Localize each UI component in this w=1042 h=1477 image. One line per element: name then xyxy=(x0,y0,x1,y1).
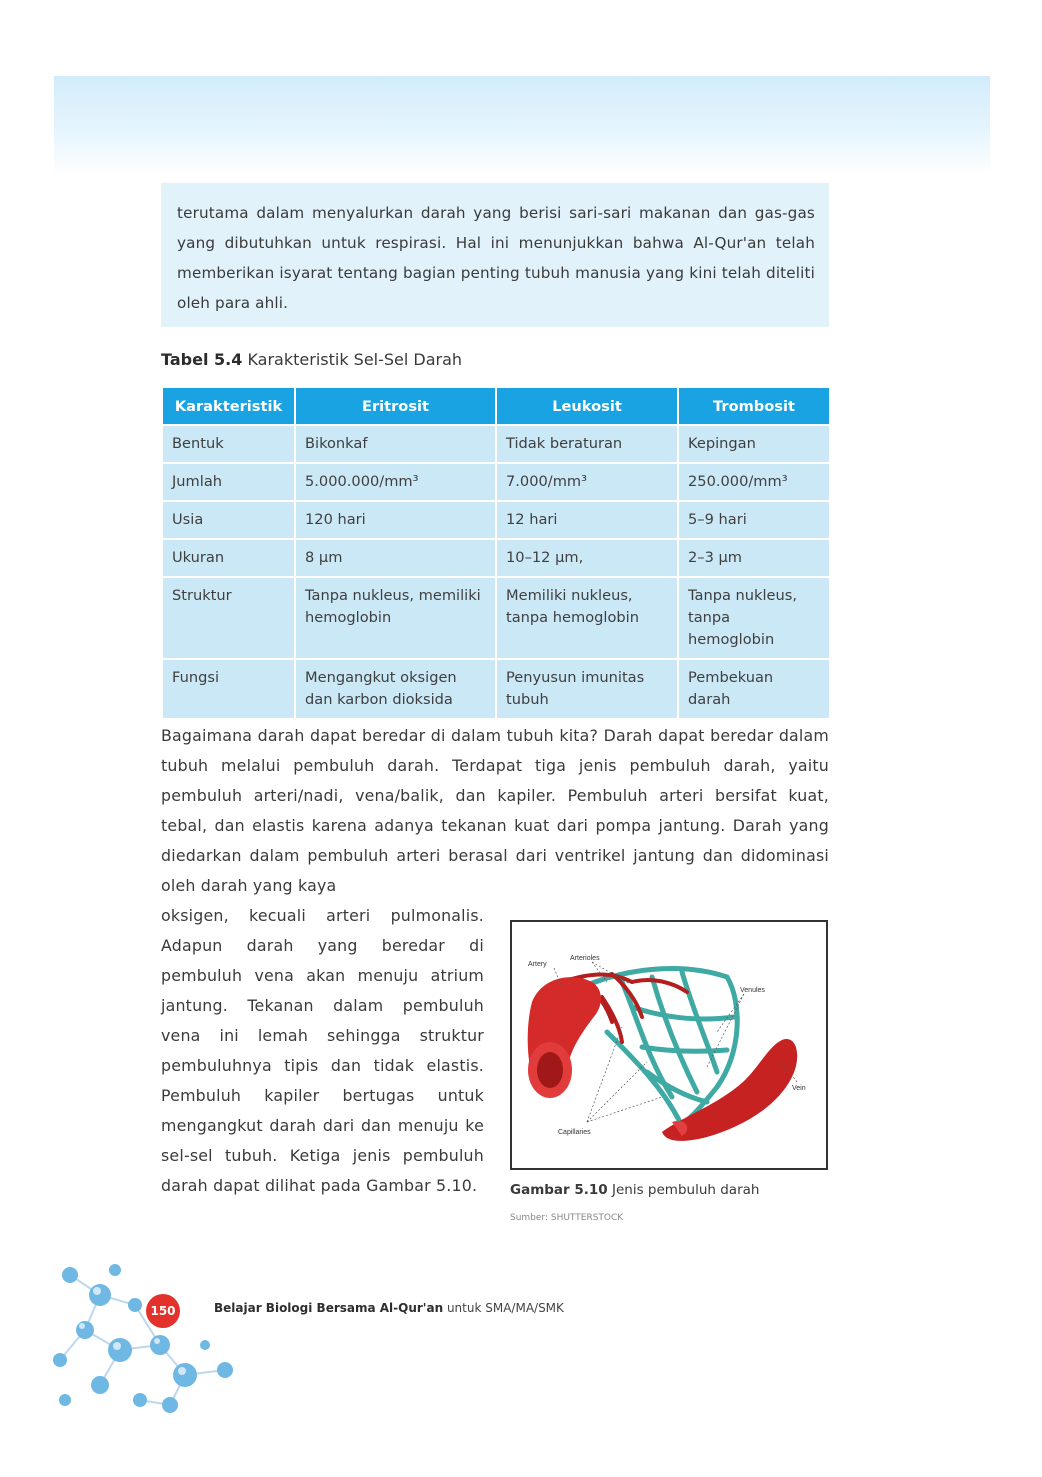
body-column-paragraph: oksigen, kecuali arteri pulmonalis. Adapun darah yang beredar di pembuluh vena akan menuju atrium jantung. Tekanan dalam pembuluh vena ini lemah sehingga struktur pembuluhnya tipis dan tidak elastis. Pembuluh kapiler bertugas untuk mengangkut darah dari dan menuju ke sel-sel tubuh. Ketiga jenis pembuluh darah dapat dilihat pada Gambar 5.10. xyxy=(161,906,484,1195)
label-arterioles: Arterioles xyxy=(570,955,600,962)
label-capillaries: Capillaries xyxy=(558,1129,591,1136)
table-cell: Usia xyxy=(162,501,295,539)
header-band xyxy=(54,76,990,176)
table-cell: Jumlah xyxy=(162,463,295,501)
table-header-row xyxy=(162,387,830,425)
page-number-badge: 150 xyxy=(146,1294,180,1328)
table-row xyxy=(162,463,830,501)
figure-source: Sumber: SHUTTERSTOCK xyxy=(510,1213,624,1223)
table-cell: Memiliki nukleus, tanpa hemoglobin xyxy=(496,577,678,659)
table-row xyxy=(162,577,830,659)
figure-caption xyxy=(510,1182,759,1198)
table-cell: 250.000/mm³ xyxy=(678,463,830,501)
artery-lumen xyxy=(537,1052,563,1088)
table-cell: Fungsi xyxy=(162,659,295,719)
table-cell: Bentuk xyxy=(162,425,295,463)
table-cell: 2–3 µm xyxy=(678,539,830,577)
table-row xyxy=(162,539,830,577)
footer-book-title xyxy=(214,1301,564,1315)
table-header-cell: Karakteristik xyxy=(162,387,295,425)
body-paragraph: Bagaimana darah dapat beredar di dalam tubuh kita? Darah dapat beredar dalam tubuh melalui pembuluh darah. Terdapat tiga jenis pembuluh darah, yaitu pembuluh arteri/nadi, vena/balik, dan kapiler. Pembuluh arteri bersifat kuat, tebal, dan elastis karena adanya tekanan kuat dari pompa jantung. Darah yang diedarkan dalam pembuluh arteri berasal dari ventrikel jantung dan didominasi oleh darah yang kaya xyxy=(161,726,829,895)
molecule-decoration xyxy=(40,1250,250,1420)
table-row xyxy=(162,501,830,539)
blood-vessel-illustration xyxy=(512,922,826,1168)
table-cell: Tanpa nukleus, tanpa hemoglobin xyxy=(678,577,830,659)
table-caption xyxy=(161,350,462,369)
table-cell: Tidak beraturan xyxy=(496,425,678,463)
table-cell: 5–9 hari xyxy=(678,501,830,539)
table-cell: Tanpa nukleus, memiliki hemoglobin xyxy=(295,577,496,659)
table-header-cell: Leukosit xyxy=(496,387,678,425)
table-header-cell: Trombosit xyxy=(678,387,830,425)
table-cell: Mengangkut oksigen dan karbon dioksida xyxy=(295,659,496,719)
intro-text: terutama dalam menyalurkan darah yang berisi sari-sari makanan dan gas-gas yang dibutuhkan untuk respirasi. Hal ini menunjukkan bahwa Al-Qur'an telah memberikan isyarat tentang bagian penting tubuh manusia yang kini telah diteliti oleh para ahli. xyxy=(177,204,815,312)
footer-suffix: untuk SMA/MA/SMK xyxy=(446,1301,564,1315)
label-venules: Venules xyxy=(740,987,765,994)
table-cell: 120 hari xyxy=(295,501,496,539)
table-row xyxy=(162,659,830,719)
table-caption-label: Tabel 5.4 xyxy=(161,350,243,369)
table-cell: Struktur xyxy=(162,577,295,659)
table-cell: 12 hari xyxy=(496,501,678,539)
molecule-bonds xyxy=(60,1275,225,1405)
blood-vessel-figure xyxy=(510,920,828,1170)
table-header-cell: Eritrosit xyxy=(295,387,496,425)
blood-cell-table xyxy=(161,386,831,720)
table-cell: Pembekuan darah xyxy=(678,659,830,719)
table-cell: 7.000/mm³ xyxy=(496,463,678,501)
table-cell: Ukuran xyxy=(162,539,295,577)
table-row xyxy=(162,425,830,463)
table-caption-text: Karakteristik Sel-Sel Darah xyxy=(247,350,463,369)
label-vein: Vein xyxy=(792,1085,806,1092)
table-cell: 8 µm xyxy=(295,539,496,577)
table-cell: Kepingan xyxy=(678,425,830,463)
figure-caption-text: Jenis pembuluh darah xyxy=(612,1182,760,1198)
table-cell: 10–12 µm, xyxy=(496,539,678,577)
molecule-atoms xyxy=(53,1264,233,1413)
table-cell: Penyusun imunitas tubuh xyxy=(496,659,678,719)
figure-caption-label: Gambar 5.10 xyxy=(510,1182,608,1198)
table-cell: 5.000.000/mm³ xyxy=(295,463,496,501)
label-artery: Artery xyxy=(528,961,547,968)
footer-title: Belajar Biologi Bersama Al-Qur'an xyxy=(214,1301,444,1315)
intro-box xyxy=(161,183,829,327)
table-cell: Bikonkaf xyxy=(295,425,496,463)
